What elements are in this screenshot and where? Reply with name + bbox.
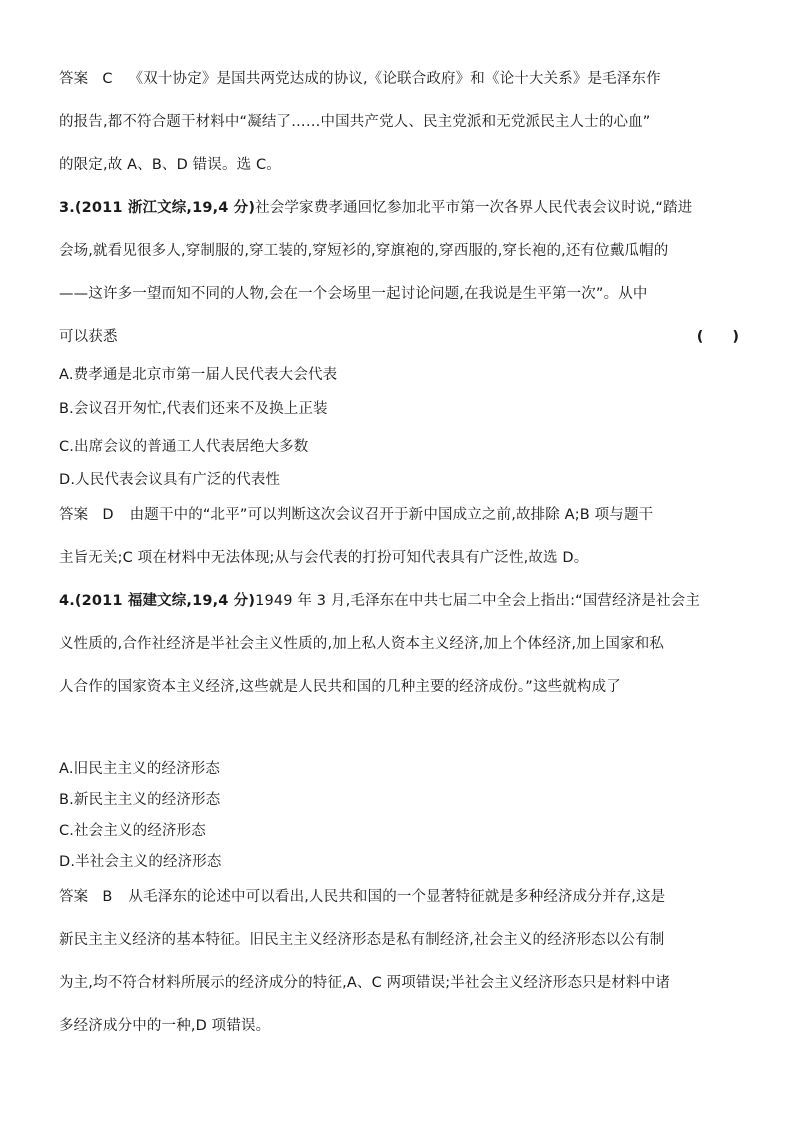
question-4-stem-line-1: [59, 591, 739, 611]
answer-text: 多经济成分中的一种,D 项错误。: [59, 1018, 271, 1034]
question-stem: 义性质的,合作社经济是半社会主义性质的,加上私人资本主义经济,加上个体经济,加上国家和私: [59, 636, 665, 652]
option-text: C.出席会议的普通工人代表居绝大多数: [59, 439, 309, 455]
option-text: A.旧民主主义的经济形态: [59, 761, 221, 777]
answer-label: 答案: [59, 889, 89, 905]
question-stem: 社会学家费孝通回忆参加北平市第一次各界人民代表会议时说,“踏进: [255, 200, 693, 216]
question-3-option-a: [59, 365, 739, 385]
option-text: B.会议召开匆忙,代表们还来不及换上正装: [59, 401, 328, 417]
question-3-option-b: [59, 399, 739, 419]
question-stem: 会场,就看见很多人,穿制服的,穿工装的,穿短衫的,穿旗袍的,穿西服的,穿长袍的,还有位戴瓜帽的: [59, 243, 669, 259]
answer-4-line-1: [59, 887, 739, 907]
question-4-stem-line-3: [59, 677, 739, 697]
answer-letter: B: [102, 889, 113, 905]
answer-4-line-2: [59, 930, 739, 950]
answer-2-line-2: [59, 112, 739, 132]
answer-text: 为主,均不符合材料所展示的经济成分的特征,A、C 两项错误;半社会主义经济形态只是材料中诸: [59, 975, 671, 991]
question-number: 3.: [59, 200, 75, 216]
answer-text: 新民主主义经济的基本特征。旧民主主义经济形态是私有制经济,社会主义的经济形态以公有制: [59, 932, 665, 948]
answer-letter: D: [102, 507, 114, 523]
answer-text: 的报告,都不符合题干材料中“凝结了……中国共产党人、民主党派和无党派民主人士的心血”: [59, 114, 651, 130]
answer-3-line-2: [59, 548, 739, 568]
answer-text: 的限定,故 A、B、D 错误。选 C。: [59, 157, 281, 173]
question-4-option-c: [59, 821, 739, 841]
answer-text: 从毛泽东的论述中可以看出,人民共和国的一个显著特征就是多种经济成分并存,这是: [128, 889, 666, 905]
question-4-option-a: [59, 759, 739, 779]
question-stem: ——这许多一望而知不同的人物,会在一个会场里一起讨论问题,在我说是生平第一次”。从中: [59, 286, 648, 302]
question-4-stem-line-2: [59, 634, 739, 654]
option-text: B.新民主主义的经济形态: [59, 792, 221, 808]
question-3-stem-line-2: [59, 241, 739, 261]
question-3-option-d: [59, 470, 739, 490]
question-source: (2011 浙江文综,19,4 分): [74, 200, 256, 216]
answer-label: 答案: [59, 71, 89, 87]
option-text: C.社会主义的经济形态: [59, 823, 206, 839]
question-stem: 可以获悉: [59, 329, 118, 345]
answer-2-line-1: [59, 69, 739, 89]
answer-letter: C: [102, 71, 113, 87]
answer-blank: ( ): [696, 329, 739, 345]
answer-text: 由题干中的“北平”可以判断这次会议召开于新中国成立之前,故排除 A;B 项与题干: [129, 507, 654, 523]
question-stem: 人合作的国家资本主义经济,这些就是人民共和国的几种主要的经济成份。”这些就构成了: [59, 679, 621, 695]
question-4-option-d: [59, 852, 739, 872]
question-3-stem-line-1: [59, 198, 739, 218]
answer-text: 《双十协定》是国共两党达成的协议,《论联合政府》和《论十大关系》是毛泽东作: [128, 71, 661, 87]
question-3-stem-line-4: [59, 327, 739, 347]
answer-2-line-3: [59, 155, 739, 175]
question-3-stem-line-3: [59, 284, 739, 304]
question-source: (2011 福建文综,19,4 分): [74, 593, 256, 609]
answer-text: 主旨无关;C 项在材料中无法体现;从与会代表的打扮可知代表具有广泛性,故选 D。: [59, 550, 589, 566]
answer-label: 答案: [59, 507, 89, 523]
option-text: A.费孝通是北京市第一届人民代表大会代表: [59, 367, 338, 383]
answer-3-line-1: [59, 505, 739, 525]
question-4-option-b: [59, 790, 739, 810]
question-stem: 1949 年 3 月,毛泽东在中共七届二中全会上指出:“国营经济是社会主: [255, 593, 700, 609]
question-number: 4.: [59, 593, 75, 609]
option-text: D.半社会主义的经济形态: [59, 854, 222, 870]
answer-4-line-3: [59, 973, 739, 993]
option-text: D.人民代表会议具有广泛的代表性: [59, 472, 281, 488]
answer-4-line-4: [59, 1016, 739, 1036]
question-3-option-c: [59, 437, 739, 457]
